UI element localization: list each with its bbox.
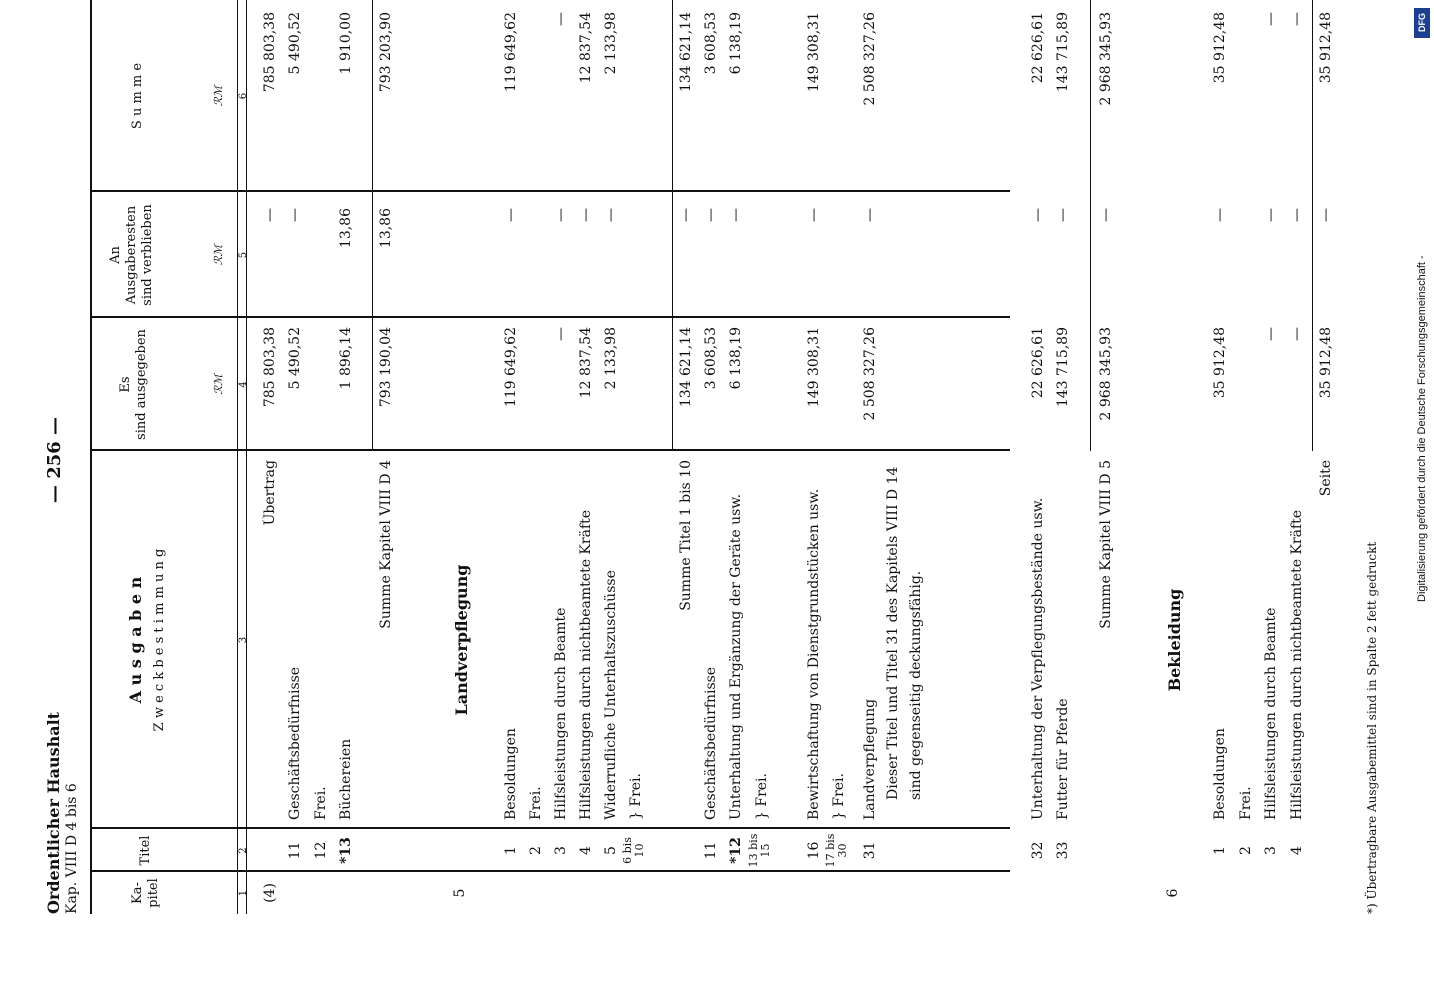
purpose-description: Unterhaltung und Ergänzung der Geräte usw. [728,493,744,820]
amount-remaining: — [862,208,878,222]
unit-label-col5: ℛℳ [212,244,225,266]
purpose-description: Übertrag [262,460,278,526]
amount-remaining: — [603,208,619,222]
purpose-description: Geschäftsbedürfnisse [287,666,303,820]
purpose-description: sind gegenseitig deckungsfähig. [908,570,924,800]
credit-text: Digitalisierung gefördert durch die Deutsche Forschungsgemeinschaft - [1416,255,1428,602]
kapitel-number: 6 [1165,888,1181,898]
amount-spent: 5 490,52 [287,327,303,390]
amount-total: 5 490,52 [287,12,303,75]
purpose-description: Frei. [528,786,544,820]
kapitel-number: 5 [452,888,468,898]
purpose-description: Hilfsleistungen durch Beamte [553,607,569,820]
amount-spent: 149 308,31 [806,327,822,408]
amount-total: 134 621,14 [678,12,694,93]
amount-spent: — [553,327,569,341]
purpose-description: Büchereien [338,738,354,820]
amount-total: 2 968 345,93 [1098,12,1114,106]
amount-remaining: — [1055,208,1071,222]
purpose-description: Frei. [313,786,329,820]
amount-total: — [553,12,569,26]
titel-number: 11 [703,841,719,860]
unit-label-col6: ℛℳ [212,85,225,107]
column-number: 2 [238,847,249,854]
titel-number: 31 [862,841,878,860]
titel-number: 16 [806,841,822,860]
titel-number: 33 [1055,841,1071,860]
unit-label-col4: ℛℳ [212,374,225,395]
sum-rule [672,0,673,451]
amount-spent: 119 649,62 [503,327,519,408]
amount-remaining: — [287,208,303,222]
amount-remaining: — [1030,208,1046,222]
running-head-title: Ordentlicher Haushalt [44,711,63,914]
amount-spent: 35 912,48 [1318,327,1334,399]
amount-remaining: — [503,208,519,222]
amount-total: 119 649,62 [503,12,519,93]
amount-spent: 1 896,14 [338,327,354,390]
footnote: *) Übertragbare Ausgabemittel sind in Spalte 2 fett gedruckt [1365,541,1379,914]
titel-number: *12 [728,837,744,864]
titel-number: 3 [553,846,569,855]
amount-remaining: — [1098,208,1114,222]
amount-total: 35 912,48 [1212,12,1228,84]
amount-spent: 12 837,54 [578,327,594,399]
amount-spent: 2 133,98 [603,327,619,390]
amount-total: — [1263,12,1279,26]
purpose-description: Bewirtschaftung von Dienstgrundstücken usw. [806,488,822,820]
amount-remaining: — [806,208,822,222]
amount-remaining: — [1212,208,1228,222]
purpose-description: Unterhaltung der Verpflegungsbestände usw. [1030,497,1046,820]
header-ausgegeben: Es sind ausgegeben [118,329,149,440]
amount-total: 3 608,53 [703,12,719,75]
titel-number: 32 [1030,841,1046,860]
header-ausgaben: A u s g a b e n [126,576,145,704]
amount-spent: 785 803,38 [262,327,278,408]
titel-number: 2 [1238,846,1254,855]
titel-number: 1 [503,846,519,855]
titel-number: 11 [287,841,303,860]
purpose-description: } Frei. [831,773,847,820]
purpose-description: Seite [1318,460,1334,497]
amount-spent: 35 912,48 [1212,327,1228,399]
digitization-credit [1412,6,1432,994]
column-number: 3 [238,636,249,644]
titel-number: 5 [603,846,619,855]
amount-remaining: — [1289,208,1305,222]
purpose-description: Futter für Pferde [1055,698,1071,820]
amount-total: 149 308,31 [806,12,822,93]
amount-spent: 2 968 345,93 [1098,327,1114,421]
amount-remaining: — [1318,208,1334,222]
purpose-description: Summe Kapitel VIII D 4 [378,460,394,629]
sum-rule [372,0,373,451]
amount-total: 22 626,61 [1030,12,1046,84]
sum-rule [1090,0,1091,451]
sum-rule [1312,0,1313,451]
amount-spent: 22 626,61 [1030,327,1046,399]
amount-total: 793 203,90 [378,12,394,93]
titel-number: 4 [1289,846,1305,855]
purpose-description: Besoldungen [503,728,519,820]
titel-number: 4 [578,846,594,855]
column-number: 6 [238,92,249,100]
amount-remaining: 13,86 [338,208,354,249]
amount-remaining: — [262,208,278,222]
purpose-description: Hilfsleistungen durch nichtbeamtete Kräfte [578,509,594,820]
header-zweckbestimmung: Z w e c k b e s t i m m u n g [152,548,167,732]
column-number: 5 [238,251,249,259]
amount-total: 2 508 327,26 [862,12,878,106]
purpose-description: Dieser Titel und Titel 31 des Kapitels VIII D 14 [885,466,901,800]
purpose-description: } Frei. [754,773,770,820]
purpose-description: Summe Kapitel VIII D 5 [1098,460,1114,629]
kapitel-number: (4) [262,883,278,903]
amount-remaining: — [678,208,694,222]
purpose-description: Frei. [1238,786,1254,820]
amount-spent: 6 138,19 [728,327,744,390]
dfg-logo: DFG [1414,8,1430,38]
titel-number: 3 [1263,846,1279,855]
purpose-description: Widerrufliche Unterhaltszuschüsse [603,570,619,820]
page-number: — 256 — [44,416,65,504]
amount-spent: 2 508 327,26 [862,327,878,421]
amount-total: 6 138,19 [728,12,744,75]
amount-spent: 793 190,04 [378,327,394,408]
amount-remaining: — [578,208,594,222]
titel-number: 2 [528,846,544,855]
header-titel: Titel [138,835,153,866]
header-ausgabereste: An Ausgaberesten sind verblieben [108,204,155,306]
section-heading: Bekleidung [1165,588,1184,692]
amount-remaining: — [728,208,744,222]
amount-total: 1 910,00 [338,12,354,75]
amount-total: — [1289,12,1305,26]
amount-remaining: — [1263,208,1279,222]
amount-total: 785 803,38 [262,12,278,93]
purpose-description: Hilfsleistungen durch Beamte [1263,607,1279,820]
purpose-description: } Frei. [628,773,644,820]
running-head-subtitle: Kap. VIII D 4 bis 6 [64,783,80,914]
amount-total: 2 133,98 [603,12,619,75]
purpose-description: Geschäftsbedürfnisse [703,666,719,820]
amount-remaining: — [703,208,719,222]
amount-total: 143 715,89 [1055,12,1071,93]
amount-total: 12 837,54 [578,12,594,84]
titel-number: 17 bis 30 [824,833,849,868]
titel-number: 13 bis 15 [747,833,772,868]
table-top-rule [90,0,92,914]
amount-spent: 3 608,53 [703,327,719,390]
purpose-description: Hilfsleistungen durch nichtbeamtete Kräfte [1289,509,1305,820]
section-heading: Landverpflegung [452,564,471,716]
amount-spent: — [1263,327,1279,341]
amount-total: 35 912,48 [1318,12,1334,84]
purpose-description: Summe Titel 1 bis 10 [678,460,694,611]
header-kapitel: Ka- pitel [130,878,161,908]
titel-number: 1 [1212,846,1228,855]
amount-remaining: 13,86 [378,208,394,249]
purpose-description: Landverpflegung [862,698,878,820]
amount-spent: 143 715,89 [1055,327,1071,408]
amount-remaining: — [553,208,569,222]
titel-number: 6 bis 10 [621,837,646,864]
amount-spent: — [1289,327,1305,341]
titel-number: 12 [313,841,329,860]
header-summe: S u m m e [130,62,145,130]
amount-spent: 134 621,14 [678,327,694,408]
column-number: 4 [238,381,249,388]
purpose-description: Besoldungen [1212,728,1228,820]
column-number: 1 [238,889,249,897]
titel-number: *13 [338,837,354,864]
